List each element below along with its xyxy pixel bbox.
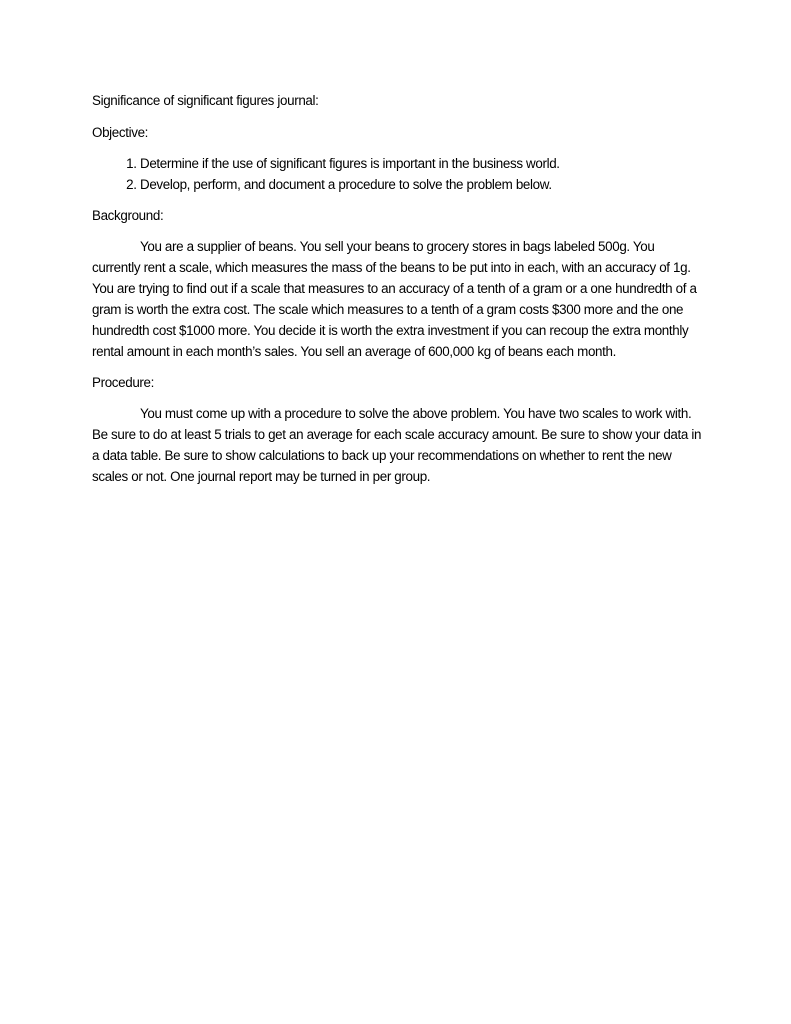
objective-list: [92, 153, 702, 195]
objective-item: 1. Determine if the use of significant figures is important in the business world.: [140, 153, 702, 174]
procedure-paragraph: You must come up with a procedure to solve the above problem. You have two scales to work with. Be sure to do at least 5 trials to get an average for each scale accuracy amount. Be sure to show your data in a data table. Be sure to show calculations to back up your recommendations on whether to rent the new scales or not. One journal report may be turned in per group.: [92, 406, 702, 484]
background-paragraph: You are a supplier of beans. You sell your beans to grocery stores in bags labeled 500g. You currently rent a scale, which measures the mass of the beans to be put into in each, with an accuracy of 1g. You are trying to find out if a scale that measures to an accuracy of a tenth of a gram or a one hundredth of a gram is worth the extra cost. The scale which measures to a tenth of a gram costs $300 more and the one hundredth cost $1000 more. You decide it is worth the extra investment if you can recoup the extra monthly rental amount in each month’s sales. You sell an average of 600,000 kg of beans each month.: [92, 239, 697, 359]
procedure-heading: Procedure:: [92, 375, 155, 390]
document-body: [92, 90, 702, 497]
document-title: Significance of significant figures journal:: [92, 93, 319, 108]
objective-heading: Objective:: [92, 125, 149, 140]
background-heading: Background:: [92, 208, 164, 223]
objective-item: 2. Develop, perform, and document a procedure to solve the problem below.: [140, 174, 702, 195]
